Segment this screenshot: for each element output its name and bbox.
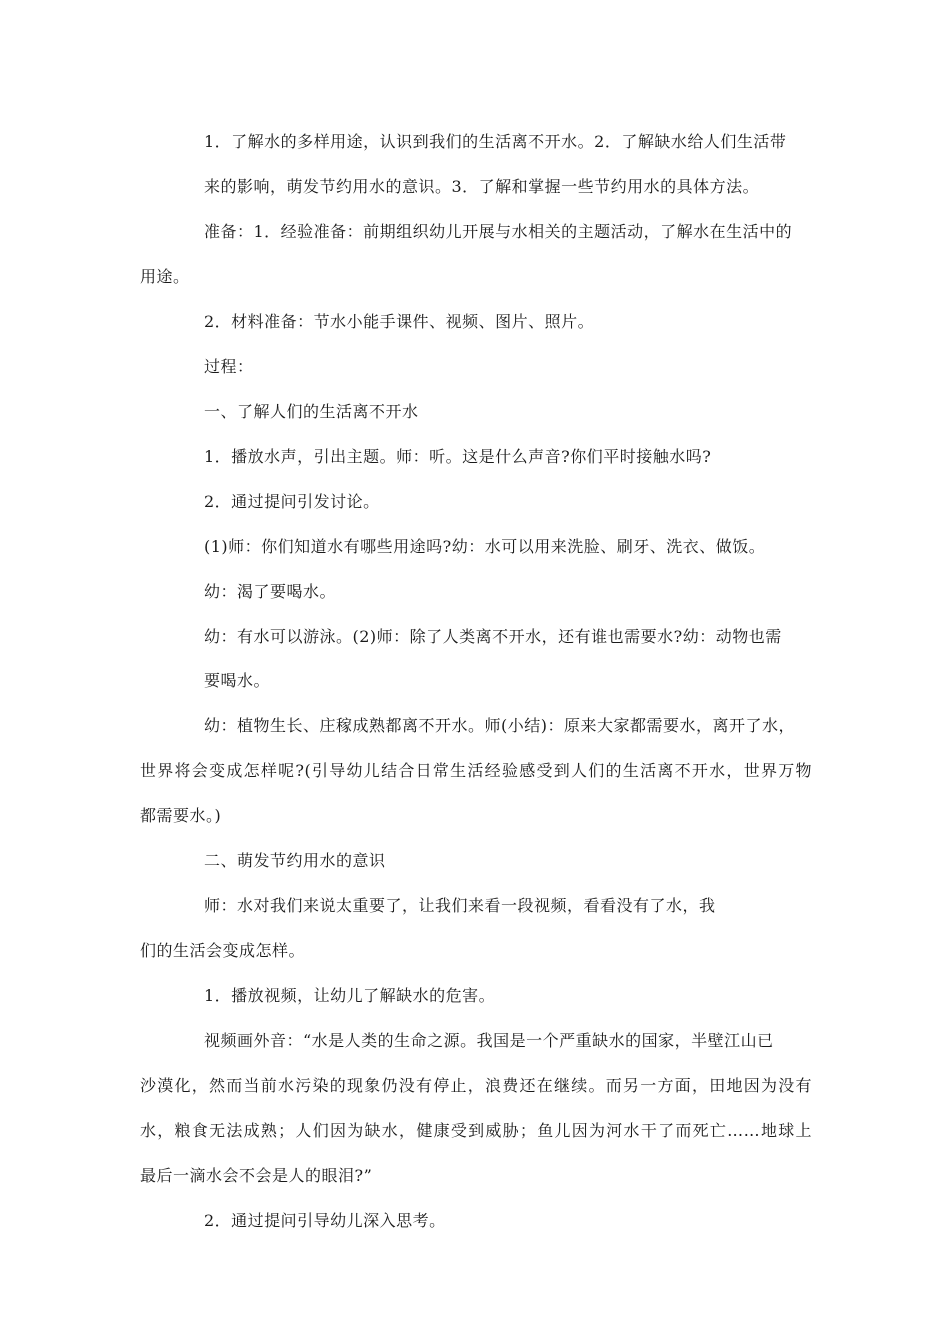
- text-line: (1)师：你们知道水有哪些用途吗?幼：水可以用来洗脸、刷牙、洗衣、做饭。: [204, 537, 766, 556]
- text-line: 世界将会变成怎样呢?(引导幼儿结合日常生活经验感受到人们的生活离不开水，世界万物: [140, 761, 812, 780]
- text-line: 最后一滴水会不会是人的眼泪?”: [140, 1166, 373, 1185]
- text-line: 视频画外音：“水是人类的生命之源。我国是一个严重缺水的国家，半壁江山已: [204, 1031, 774, 1050]
- text-line: 幼：渴了要喝水。: [204, 582, 337, 601]
- text-line: 2．材料准备：节水小能手课件、视频、图片、照片。: [204, 312, 595, 331]
- text-line: 1．播放水声，引出主题。师：听。这是什么声音?你们平时接触水吗?: [204, 447, 712, 466]
- text-line: 2．通过提问引导幼儿深入思考。: [204, 1211, 446, 1230]
- section-heading: 一、了解人们的生活离不开水: [204, 402, 419, 421]
- text-line: 1．播放视频，让幼儿了解缺水的危害。: [204, 986, 496, 1005]
- text-line: 用途。: [140, 267, 190, 286]
- section-heading: 二、萌发节约用水的意识: [204, 851, 386, 870]
- text-line: 幼：植物生长、庄稼成熟都离不开水。师(小结)：原来大家都需要水，离开了水，: [204, 716, 795, 735]
- text-line: 沙漠化，然而当前水污染的现象仍没有停止，浪费还在继续。而另一方面，田地因为没有: [140, 1076, 812, 1095]
- text-line: 们的生活会变成怎样。: [140, 941, 306, 960]
- text-line: 1．了解水的多样用途，认识到我们的生活离不开水。2．了解缺水给人们生活带: [204, 132, 787, 151]
- text-line: 要喝水。: [204, 671, 271, 690]
- text-line: 来的影响，萌发节约用水的意识。3．了解和掌握一些节约用水的具体方法。: [204, 177, 760, 196]
- text-line: 幼：有水可以游泳。(2)师：除了人类离不开水，还有谁也需要水?幼：动物也需: [204, 627, 782, 646]
- text-line: 准备：1．经验准备：前期组织幼儿开展与水相关的主题活动，了解水在生活中的: [204, 222, 793, 241]
- section-label: 过程：: [204, 357, 254, 376]
- text-line: 水，粮食无法成熟；人们因为缺水，健康受到威胁；鱼儿因为河水干了而死亡……地球上: [140, 1121, 812, 1140]
- text-line: 都需要水。): [140, 806, 222, 825]
- text-line: 2．通过提问引发讨论。: [204, 492, 380, 511]
- text-line: 师：水对我们来说太重要了，让我们来看一段视频，看看没有了水，我: [204, 896, 716, 915]
